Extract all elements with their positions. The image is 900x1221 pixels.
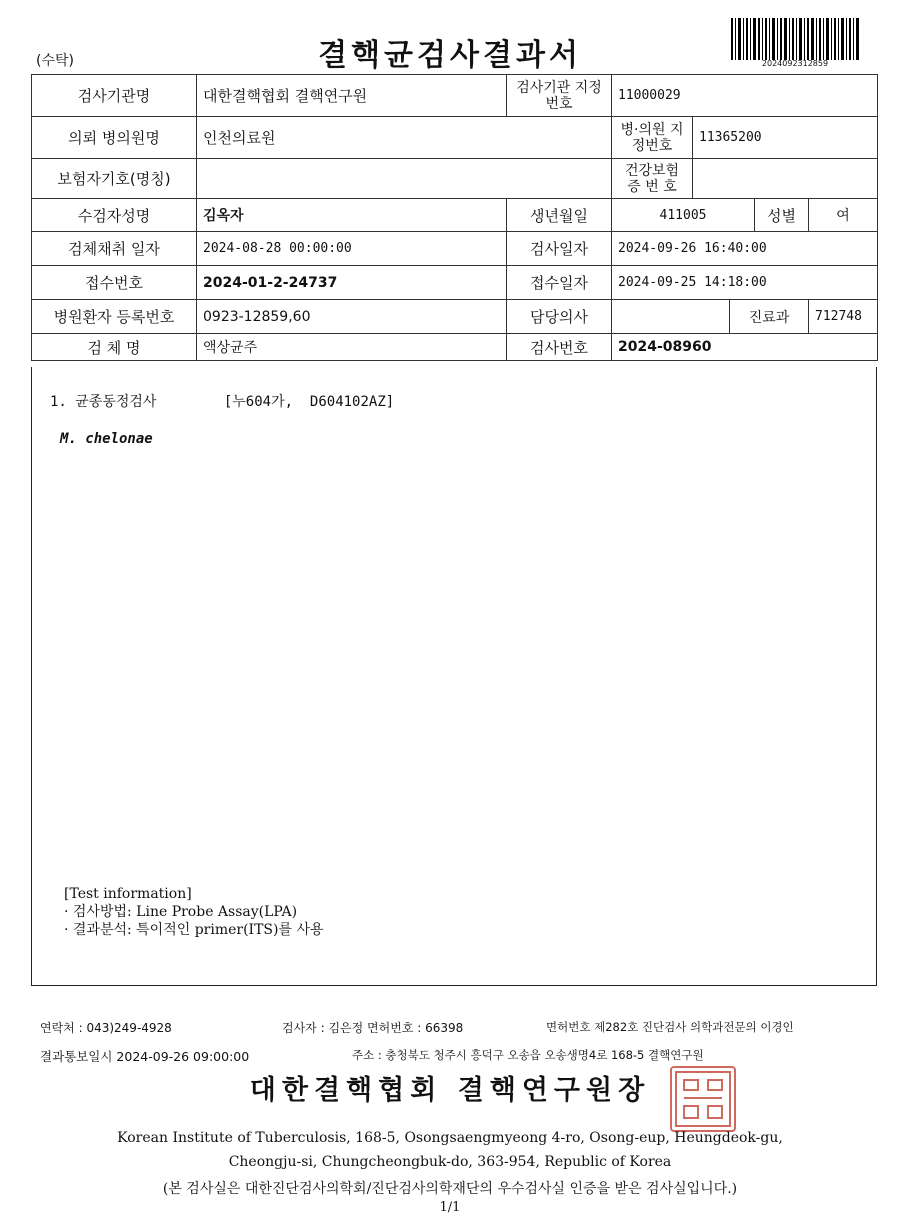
hospital-code-value: 11365200 [693, 117, 878, 159]
sex-value: 여 [809, 199, 878, 232]
patient-info-table [31, 74, 878, 361]
document-title: 결핵균검사결과서 [318, 38, 582, 73]
institution-value: 대한결핵협회 결핵연구원 [197, 75, 507, 117]
hospital-code-label: 병·의원 지정번호 [612, 117, 693, 159]
health-ins-value [693, 159, 878, 199]
test-date-value: 2024-09-26 16:40:00 [612, 232, 878, 266]
test-no-label: 검사번호 [507, 334, 612, 361]
institution-name: 대한결핵협회 결핵연구원장 [249, 1075, 651, 1106]
test-information [64, 885, 324, 939]
collection-date-label: 검체채취 일자 [32, 232, 197, 266]
results-section [31, 367, 877, 986]
barcode-number: 2024092312859 [761, 59, 829, 68]
insurer-value [197, 159, 612, 199]
doctor-license: 면허번호 제282호 진단검사 의학과전문의 이경인 [546, 1020, 794, 1034]
sex-label: 성별 [755, 199, 809, 232]
test-analysis: · 결과분석: 특이적인 primer(ITS)를 사용 [64, 922, 324, 938]
institution-label: 검사기관명 [32, 75, 197, 117]
health-ins-label: 건강보험 증 번 호 [612, 159, 693, 199]
department-label: 진료과 [730, 300, 809, 334]
contact-info: 연락처 : 043)249-4928 [40, 1021, 172, 1035]
receipt-date-value: 2024-09-25 14:18:00 [612, 266, 878, 300]
page-number: 1/1 [439, 1200, 461, 1215]
inst-code-value: 11000029 [612, 75, 878, 117]
specimen-label: 검 체 명 [32, 334, 197, 361]
examiner-info: 검사자 : 김은정 면허번호 : 66398 [282, 1021, 464, 1035]
doctor-value [612, 300, 730, 334]
barcode [731, 18, 859, 60]
patient-value: 김옥자 [197, 199, 507, 232]
address-english-2: Cheongju-si, Chungcheongbuk-do, 363-954, Republic of Korea [228, 1154, 672, 1170]
insurer-label: 보험자기호(명칭) [32, 159, 197, 199]
receipt-no-label: 접수번호 [32, 266, 197, 300]
receipt-no-value: 2024-01-2-24737 [197, 266, 507, 300]
doctor-label: 담당의사 [507, 300, 612, 334]
official-seal-icon [670, 1066, 736, 1132]
receipt-date-label: 접수일자 [507, 266, 612, 300]
test-date-label: 검사일자 [507, 232, 612, 266]
specimen-value: 액상균주 [197, 334, 507, 361]
dob-label: 생년월일 [507, 199, 612, 232]
test-method: · 검사방법: Line Probe Assay(LPA) [64, 904, 298, 920]
address-korean: 주소 : 충청북도 청주시 흥덕구 오송읍 오송생명4로 168-5 결핵연구원 [352, 1048, 704, 1062]
requester-label: 의뢰 병의원명 [32, 117, 197, 159]
department-value: 712748 [809, 300, 878, 334]
test-info-title: [Test information] [64, 886, 192, 902]
receipt-type-label: (수탁) [36, 53, 74, 69]
requester-value: 인천의료원 [197, 117, 612, 159]
address-english-1: Korean Institute of Tuberculosis, 168-5, Osongsaengmyeong 4-ro, Osong-eup, Heungdeok-gu, [117, 1130, 783, 1146]
registration-no-value: 0923-12859,60 [197, 300, 507, 334]
test-no-value: 2024-08960 [612, 334, 878, 361]
patient-label: 수검자성명 [32, 199, 197, 232]
report-time: 결과통보일시 2024-09-26 09:00:00 [40, 1049, 250, 1064]
registration-no-label: 병원환자 등록번호 [32, 300, 197, 334]
inst-code-label: 검사기관 지정번호 [507, 75, 612, 117]
organism-result: M. chelonae [60, 431, 153, 447]
dob-value: 411005 [612, 199, 755, 232]
certification-note: (본 검사실은 대한진단검사의학회/진단검사의학재단의 우수검사실 인증을 받은 검사실입니다.) [162, 1181, 738, 1197]
test-item: 1. 균종동정검사 [누604가, D604102AZ] [50, 394, 395, 410]
collection-date-value: 2024-08-28 00:00:00 [197, 232, 507, 266]
